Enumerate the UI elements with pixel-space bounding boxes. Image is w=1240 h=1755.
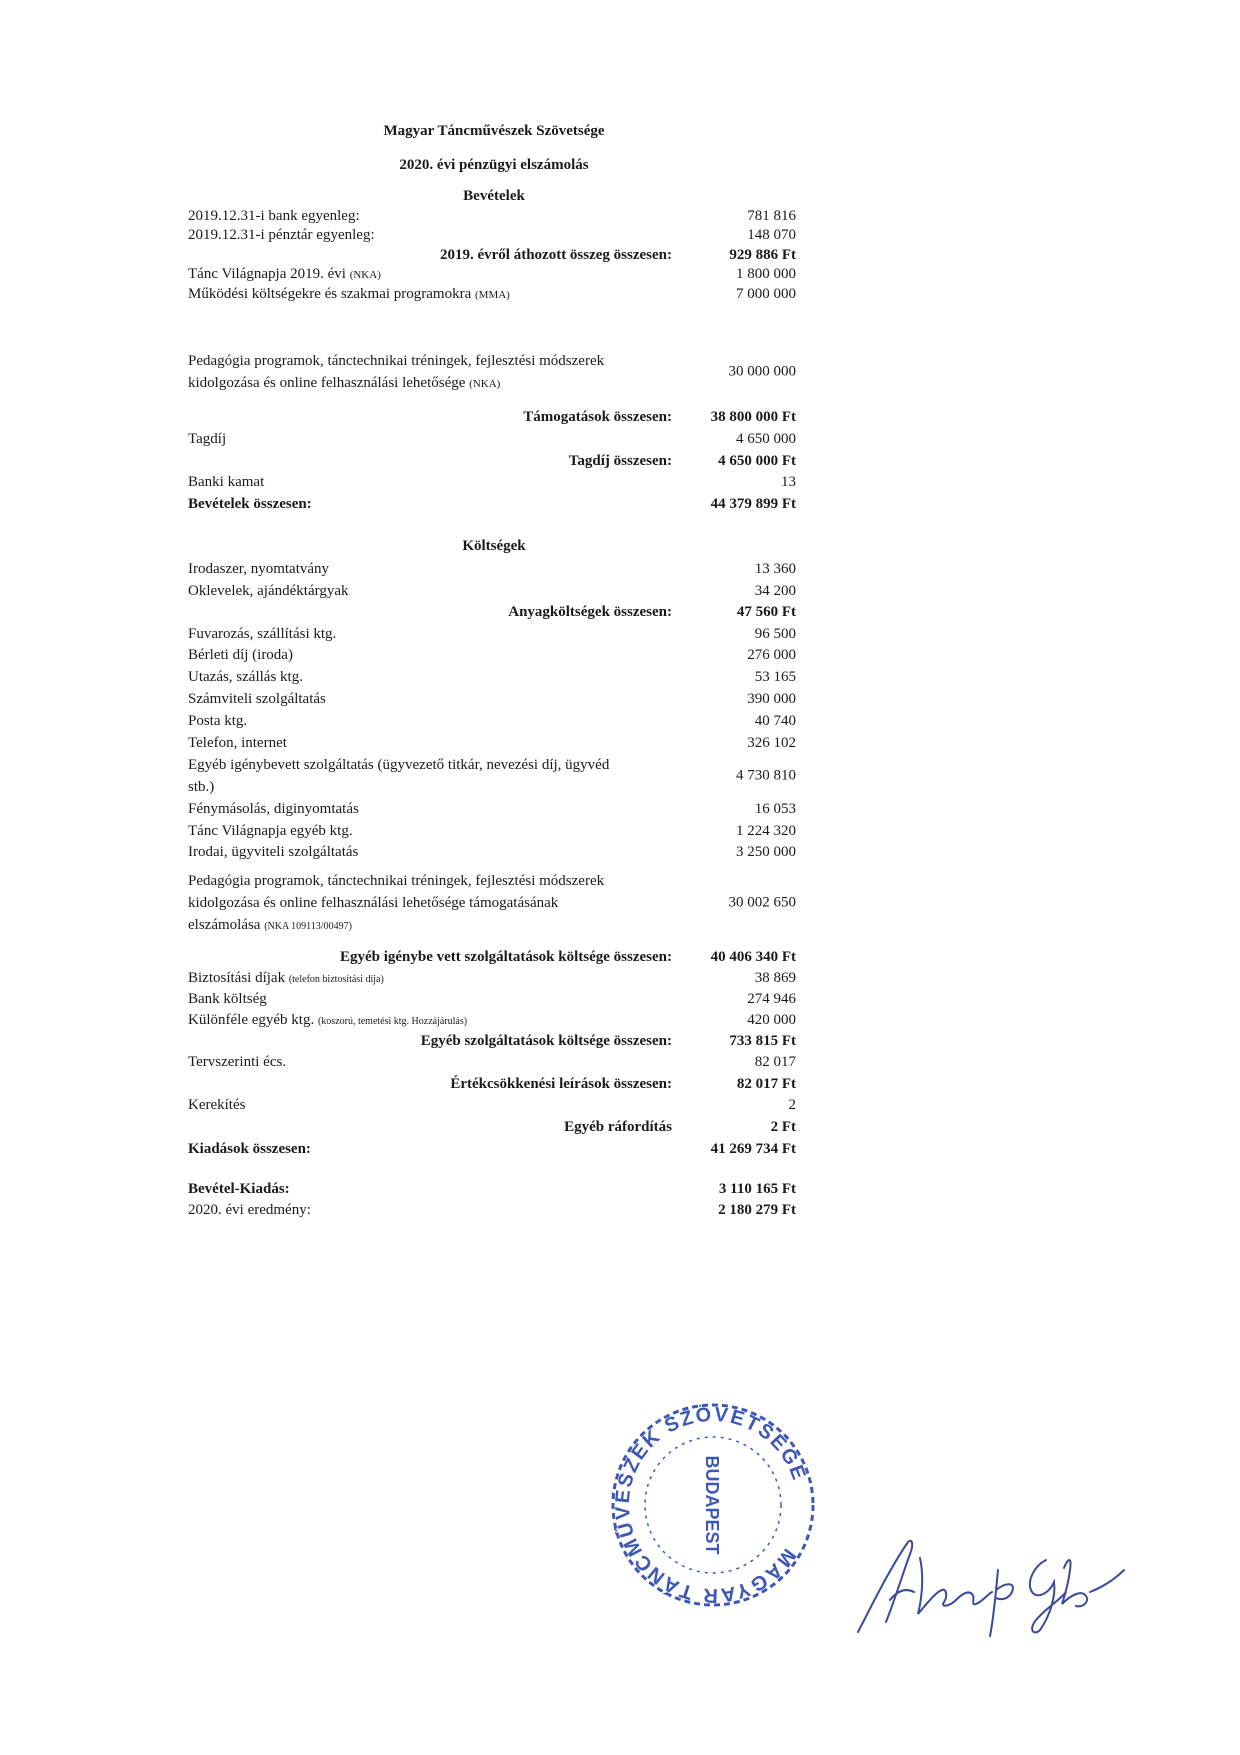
row-label: Posta ktg. xyxy=(188,713,248,729)
subtotal-label: Anyagköltségek összesen: xyxy=(508,604,672,620)
row-value: 38 869 xyxy=(754,970,796,986)
subtotal-value: 82 017 Ft xyxy=(736,1076,796,1092)
row-label: Oklevelek, ajándéktárgyak xyxy=(188,583,349,599)
row-label: Banki kamat xyxy=(188,474,265,490)
row-value: 40 740 xyxy=(754,713,796,729)
subtotal-label: 2019. évről áthozott összeg összesen: xyxy=(439,247,672,263)
row-label: Kerekítés xyxy=(188,1097,246,1113)
row-label: Biztosítási díjak (telefon biztosítási díja) xyxy=(188,970,384,986)
row-label: Telefon, internet xyxy=(188,735,287,751)
subtotal-label: Támogatások összesen: xyxy=(523,409,672,425)
row-value: 82 017 xyxy=(754,1054,796,1070)
row-label: Tagdíj xyxy=(188,431,227,447)
subtotal-value: 40 406 340 Ft xyxy=(710,949,796,965)
result-value: 2 180 279 Ft xyxy=(718,1202,796,1218)
subtotal-value: 4 650 000 Ft xyxy=(718,453,796,469)
row-value: 274 946 xyxy=(747,991,796,1007)
row-value: 2 xyxy=(788,1097,796,1113)
row-value: 34 200 xyxy=(754,583,796,599)
row-label: Tánc Világnapja egyéb ktg. xyxy=(188,823,353,839)
subtotal-label: Egyéb ráfordítás xyxy=(564,1119,672,1135)
row-value: 4 650 000 xyxy=(736,431,796,447)
row-value: 30 002 650 xyxy=(728,894,796,911)
row-value: 16 053 xyxy=(754,801,796,817)
subtotal-value: 47 560 Ft xyxy=(736,604,796,620)
row-value: 53 165 xyxy=(754,669,796,685)
report-title: 2020. évi pénzügyi elszámolás xyxy=(399,157,589,173)
subtotal-value: 733 815 Ft xyxy=(729,1033,796,1049)
income-heading: Bevételek xyxy=(463,188,525,204)
row-value: 781 816 xyxy=(747,208,796,224)
row-value: 13 360 xyxy=(754,561,796,577)
row-value: 4 730 810 xyxy=(736,767,796,784)
stamp-city-text: BUDAPEST xyxy=(702,1455,722,1555)
row-value: 3 250 000 xyxy=(736,844,796,860)
organization-name: Magyar Táncművészek Szövetsége xyxy=(383,123,605,139)
row-label: Utazás, szállás ktg. xyxy=(188,669,303,685)
total-label: Kiadások összesen: xyxy=(188,1141,311,1157)
row-label: Pedagógia programok, tánctechnikai tréningek, fejlesztési módszerek kidolgozása és online felhasználási lehetősége (NKA) xyxy=(188,353,605,391)
row-note: (NKA) xyxy=(349,269,381,281)
row-label: Pedagógia programok, tánctechnikai tréningek, fejlesztési módszerek kidolgozása és online felhasználási lehetősége támogatásának elszámolása (NKA 109113/00497) xyxy=(188,873,605,933)
row-value: 326 102 xyxy=(747,735,796,751)
row-value: 1 224 320 xyxy=(736,823,796,839)
row-note: (koszorú, temetési ktg. Hozzájárulás) xyxy=(317,1016,468,1027)
total-value: 41 269 734 Ft xyxy=(710,1141,796,1157)
row-label: Bérleti díj (iroda) xyxy=(188,647,293,663)
result-label: 2020. évi eredmény: xyxy=(188,1202,311,1218)
subtotal-label: Egyéb szolgáltatások költsége összesen: xyxy=(420,1033,672,1049)
row-value: 276 000 xyxy=(747,647,796,663)
row-value: 1 800 000 xyxy=(736,266,796,282)
subtotal-label: Értékcsökkenési leírások összesen: xyxy=(450,1076,672,1092)
row-label: Tervszerinti écs. xyxy=(188,1054,287,1070)
row-value: 30 000 000 xyxy=(728,363,796,380)
row-label: Működési költségekre és szakmai programokra (MMA) xyxy=(188,286,510,302)
cost-row xyxy=(188,870,796,936)
organization-stamp xyxy=(608,1400,818,1610)
stamp-ring-text: MAGYAR TÁNCMŰVÉSZEK SZÖVETSÉGE xyxy=(611,1403,811,1607)
row-value: 7 000 000 xyxy=(736,286,796,302)
row-label: 2019.12.31-i bank egyenleg: xyxy=(188,208,360,224)
subtotal-value: 38 800 000 Ft xyxy=(710,409,796,425)
row-value: 390 000 xyxy=(747,691,796,707)
subtotal-value: 929 886 Ft xyxy=(729,247,796,263)
income-row xyxy=(188,350,796,394)
row-label: Irodaszer, nyomtatvány xyxy=(188,561,330,577)
row-value: 420 000 xyxy=(747,1012,796,1028)
row-note: (telefon biztosítási díja) xyxy=(288,974,384,985)
row-value: 148 070 xyxy=(747,227,796,243)
handwritten-signature xyxy=(850,1530,1130,1640)
row-note: (NKA) xyxy=(469,378,501,390)
row-note: (MMA) xyxy=(475,289,510,301)
row-label: Bank költség xyxy=(188,991,267,1007)
total-label: Bevételek összesen: xyxy=(188,496,312,512)
costs-heading: Költségek xyxy=(462,538,526,554)
row-value: 13 xyxy=(781,474,796,490)
cost-row xyxy=(188,754,796,798)
row-label: Számviteli szolgáltatás xyxy=(188,691,326,707)
row-label: Fénymásolás, diginyomtatás xyxy=(188,801,359,817)
row-label: Különféle egyéb ktg. (koszorú, temetési ktg. Hozzájárulás) xyxy=(188,1012,468,1028)
total-value: 44 379 899 Ft xyxy=(710,496,796,512)
result-value: 3 110 165 Ft xyxy=(718,1181,796,1197)
result-label: Bevétel-Kiadás: xyxy=(188,1181,290,1197)
row-label: Tánc Világnapja 2019. évi (NKA) xyxy=(188,266,381,282)
subtotal-label: Tagdíj összesen: xyxy=(568,453,672,469)
row-label: Fuvarozás, szállítási ktg. xyxy=(188,626,337,642)
row-label: Irodai, ügyviteli szolgáltatás xyxy=(188,844,359,860)
row-label: 2019.12.31-i pénztár egyenleg: xyxy=(188,227,375,243)
subtotal-value: 2 Ft xyxy=(770,1119,796,1135)
row-label: Egyéb igénybevett szolgáltatás (ügyvezető titkár, nevezési díj, ügyvéd stb.) xyxy=(188,757,610,795)
row-note: (NKA 109113/00497) xyxy=(264,921,352,932)
row-value: 96 500 xyxy=(754,626,796,642)
subtotal-label: Egyéb igénybe vett szolgáltatások költsége összesen: xyxy=(339,949,672,965)
